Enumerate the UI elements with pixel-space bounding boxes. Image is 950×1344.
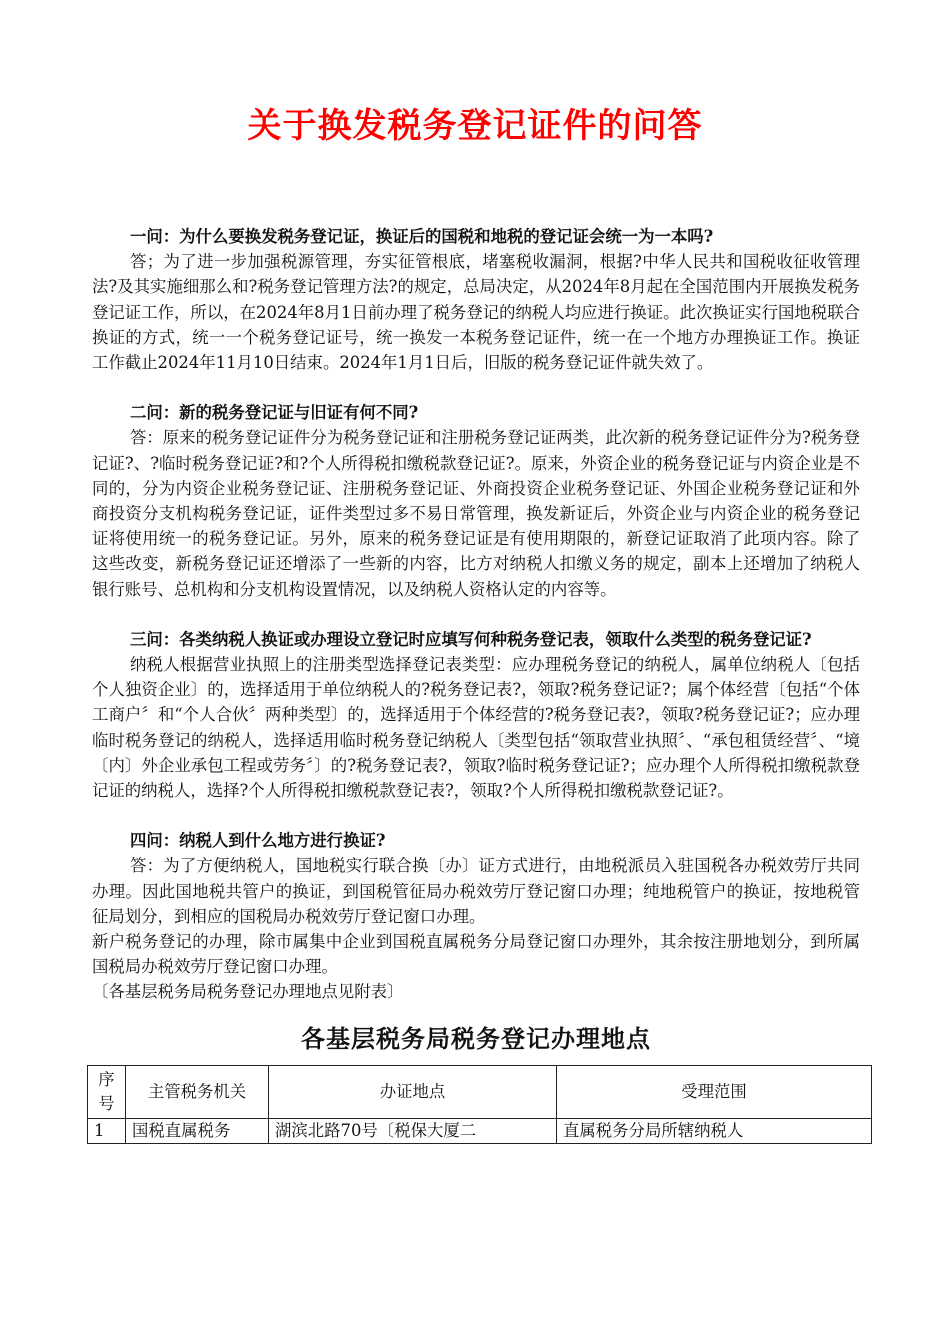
answer-3: 纳税人根据营业执照上的注册类型选择登记表类型：应办理税务登记的纳税人，属单位纳税人〔包括个人独资企业〕的，选择适用于单位纳税人的?税务登记表?，领取?税务登记证?；属个体经营〔包括“个体工商户〞和“个人合伙〞两种类型〕的，选择适用于个体经营的?税务登记表?，领取?税务登记证?；应办理临时税务登记的纳税人，选择适用临时税务登记纳税人〔类型包括“领取营业执照〞、“承包租赁经营〞、“境〔内〕外企业承包工程或劳务〞〕的?税务登记表?，领取?临时税务登记证?；应办理个人所得税扣缴税款登记证的纳税人，选择?个人所得税扣缴税款登记表?，领取?个人所得税扣缴税款登记证?。: [92, 655, 860, 801]
question-2: 二问：新的税务登记证与旧证有何不同?: [130, 403, 419, 423]
answer-4: 答：为了方便纳税人，国地税实行联合换〔办〕证方式进行，由地税派员入驻国税各办税效劳厅共同办理。因此国地税共管户的换证，到国税管征局办税效劳厅登记窗口办理；纯地税管户的换证，按地税管征局划分，到相应的国税局办税效劳厅登记窗口办理。: [92, 856, 860, 926]
table-header-row: [88, 1065, 872, 1118]
registration-sites-table: [87, 1065, 872, 1144]
table-cell-authority: 国税直属税务: [126, 1118, 269, 1143]
qa-section-2: [92, 400, 860, 602]
qa-section-4: [92, 828, 860, 1004]
answer-2: 答：原来的税务登记证件分为税务登记证和注册税务登记证两类，此次新的税务登记证件分为?税务登记证?、?临时税务登记证?和?个人所得税扣缴税款登记证?。原来，外资企业的税务登记证与内资企业是不同的，分为内资企业税务登记证、注册税务登记证、外商投资企业税务登记证、外国企业税务登记证和外商投资分支机构税务登记证，证件类型过多不易日常管理，换发新证后，外资企业与内资企业的税务登记证将使用统一的税务登记证。另外，原来的税务登记证是有使用期限的，新登记证取消了此项内容。除了这些改变，新税务登记证还增添了一些新的内容，比方对纳税人扣缴义务的规定，副本上还增加了纳税人银行账号、总机构和分支机构设置情况，以及纳税人资格认定的内容等。: [92, 428, 860, 599]
table-row: [88, 1118, 872, 1143]
question-3: 三问：各类纳税人换证或办理设立登记时应填写何种税务登记表，领取什么类型的税务登记证?: [130, 629, 812, 649]
question-4: 四问：纳税人到什么地方进行换证?: [130, 831, 386, 851]
question-1: 一问：为什么要换发税务登记证，换证后的国税和地税的登记证会统一为一本吗?: [130, 227, 714, 246]
new-registration-paragraph: 新户税务登记的办理，除市属集中企业到国税直属税务分局登记窗口办理外，其余按注册地划分，到所属国税局办税效劳厅登记窗口办理。: [92, 932, 860, 977]
column-header-index: 序号: [88, 1065, 126, 1118]
qa-section-3: [92, 627, 860, 803]
paragraph-gap: [92, 602, 860, 627]
table-cell-index: 1: [88, 1118, 126, 1143]
table-cell-scope: 直属税务分局所辖纳税人: [557, 1118, 872, 1143]
column-header-scope: 受理范围: [557, 1065, 872, 1118]
paragraph-gap: [92, 803, 860, 828]
qa-section-1: [92, 224, 860, 375]
document-body: [92, 224, 860, 1144]
paragraph-gap: [92, 375, 860, 400]
table-title: 各基层税务局税务登记办理地点: [301, 1023, 651, 1053]
column-header-authority: 主管税务机关: [126, 1065, 269, 1118]
table-cell-location: 湖滨北路70号〔税保大厦二: [269, 1118, 557, 1143]
answer-1: 答；为了进一步加强税源管理，夯实征管根底，堵塞税收漏洞，根据?中华人民共和国税收征收管理法?及其实施细那么和?税务登记管理方法?的规定，总局决定，从2024年8月起在全国范围内开展换发税务登记证工作，所以，在2024年8月1日前办理了税务登记的纳税人均应进行换证。此次换证实行国地税联合换证的方式，统一一个税务登记证号，统一换发一本税务登记证件，统一在一个地方办理换证工作。换证工作截止2024年11月10日结束。2024年1月1日后，旧版的税务登记证件就失效了。: [92, 252, 860, 373]
appendix-note: 〔各基层税务局税务登记办理地点见附表〕: [92, 982, 404, 1002]
document-title: 关于换发税务登记证件的问答: [247, 106, 703, 146]
column-header-location: 办证地点: [269, 1065, 557, 1118]
